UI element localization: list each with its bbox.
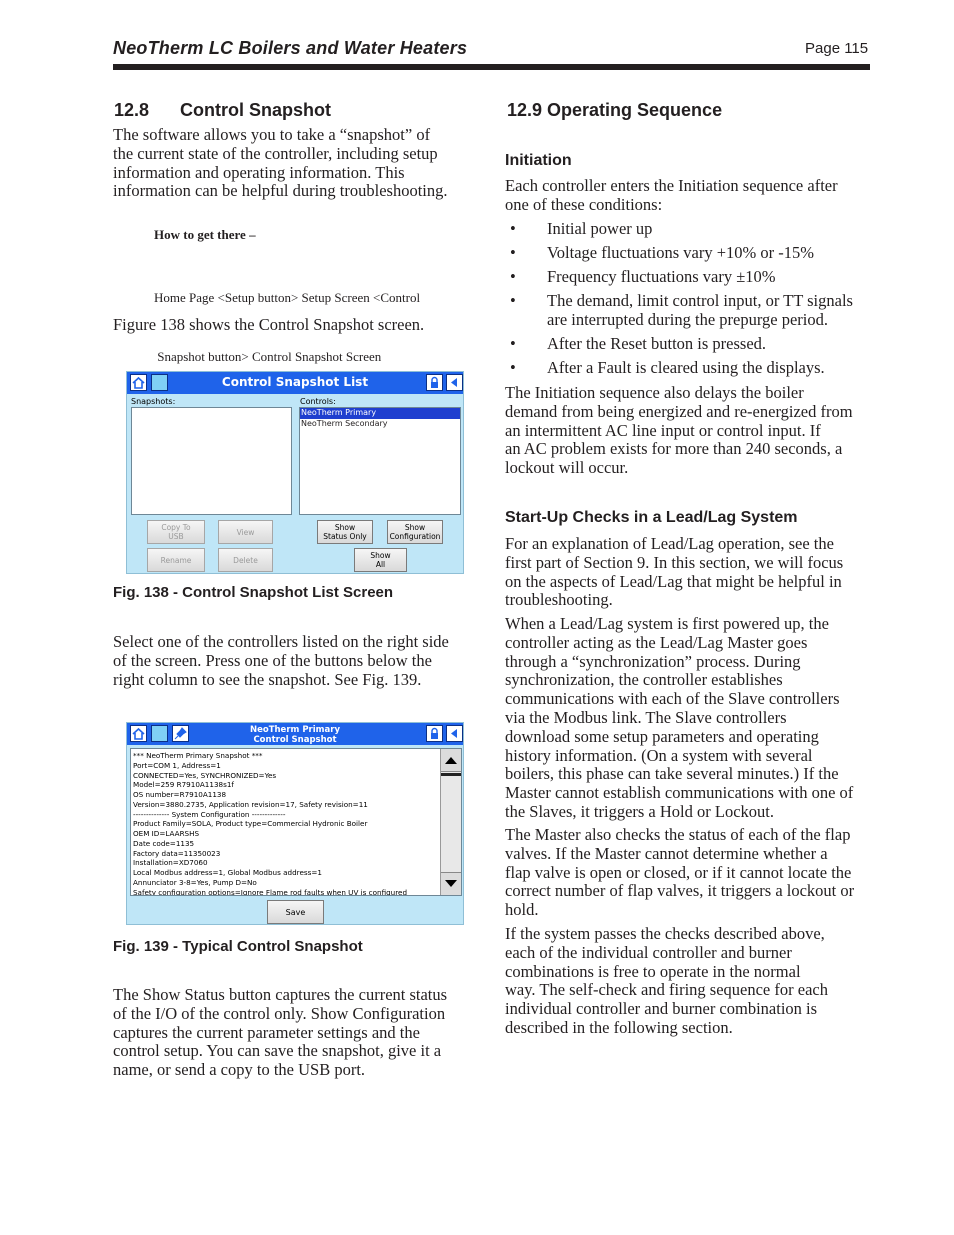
bullet-text: are interrupted during the prepurge period.	[547, 309, 829, 329]
section-title-control-snapshot: Control Snapshot	[180, 100, 331, 120]
bullet-text: After a Fault is cleared using the displays.	[547, 357, 825, 377]
paragraph-show-status: The Show Status button captures the current status of the I/O of the control only. Show Configuration captures the current parameter settings and the control setup. You can save the snapshot, give it a name, or send a copy to the USB port.	[113, 985, 448, 1080]
back-icon[interactable]	[446, 725, 463, 742]
delete-button[interactable]: Delete	[218, 548, 273, 572]
fig139-title-bar	[127, 723, 463, 745]
copy-to-usb-button[interactable]: Copy To USB	[147, 520, 205, 544]
control-item-secondary[interactable]: NeoTherm Secondary	[301, 418, 388, 428]
initiation-conditions-list	[505, 220, 875, 383]
snapshot-line: *** NeoTherm Primary Snapshot ***	[133, 751, 263, 760]
snapshots-label: Snapshots:	[131, 397, 176, 406]
bullet-item	[505, 268, 875, 287]
snapshot-line: OS number=R7910A1138	[133, 790, 227, 799]
fig139-title: NeoTherm Primary Control Snapshot	[249, 725, 340, 745]
bullet-marker: •	[510, 290, 516, 310]
bullet-text: Voltage fluctuations vary +10% or -15%	[547, 242, 814, 262]
bullet-text: Initial power up	[547, 219, 653, 238]
snapshot-line: Safety configuration options=Ignore Flame rod faults when UV is configured	[133, 887, 408, 896]
snapshots-list[interactable]	[131, 407, 292, 515]
lock-icon[interactable]	[426, 725, 443, 742]
paragraph-initiation-delay: The Initiation sequence also delays the boiler demand from being energized and re-energized from an intermittent AC line input or control input. If an AC problem exists for more than 240 seconds, a lockout will occur.	[505, 383, 853, 478]
snapshot-lines	[133, 751, 407, 896]
fig138-caption: Fig. 138 - Control Snapshot List Screen	[113, 584, 394, 601]
scroll-thumb[interactable]	[441, 773, 461, 776]
bullet-text: Frequency fluctuations vary ±10%	[547, 266, 776, 286]
fig138-title-bar	[127, 372, 463, 394]
lock-icon[interactable]	[426, 374, 443, 391]
section-title-operating-sequence: 12.9 Operating Sequence	[507, 100, 723, 120]
bullet-item	[505, 220, 875, 239]
snapshot-line: Installation=XD7060	[133, 858, 208, 868]
running-header-title: NeoTherm LC Boilers and Water Heaters	[113, 38, 468, 58]
controls-label: Controls:	[300, 397, 336, 406]
page-number: Page 115	[805, 40, 869, 57]
snapshot-line: Date code=1135	[133, 838, 195, 848]
snapshot-line: Port=COM 1, Address=1	[133, 760, 221, 770]
bullet-marker: •	[510, 266, 516, 286]
snapshot-line: Annunciator 3-8=Yes, Pump D=No	[133, 877, 257, 887]
show-status-only-button[interactable]: Show Status Only	[317, 520, 373, 544]
scroll-down-arrow[interactable]	[441, 872, 461, 895]
controls-list[interactable]	[299, 407, 461, 515]
bullet-item	[505, 244, 875, 263]
bullet-item	[505, 335, 875, 354]
snapshot-line: Factory data=11350023	[133, 848, 221, 858]
bullet-marker: •	[510, 242, 516, 262]
snapshot-text-area[interactable]	[130, 748, 462, 896]
back-icon[interactable]	[446, 374, 463, 391]
scrollbar[interactable]	[440, 749, 461, 895]
save-button[interactable]: Save	[267, 900, 324, 924]
view-button[interactable]: View	[218, 520, 273, 544]
paragraph-leadlag-intro: For an explanation of Lead/Lag operation, see the first part of Section 9. In this section, we will focus on the aspects of Lead/Lag that might be helpful in troubleshooting.	[505, 534, 844, 610]
bullet-marker: •	[510, 357, 516, 377]
howto-label: How to get there –	[154, 227, 256, 242]
snapshot-line: Local Modbus address=1, Global Modbus address=1	[133, 868, 322, 877]
snapshot-line: Product Family=SOLA, Product type=Commercial Hydronic Boiler	[133, 819, 368, 829]
show-all-button[interactable]: Show All	[354, 548, 407, 572]
snapshot-line: Version=3880.2735, Application revision=17, Safety revision=11	[133, 799, 368, 809]
bullet-marker: •	[510, 333, 516, 353]
subheading-initiation: Initiation	[505, 152, 572, 169]
paragraph-initiation: Each controller enters the Initiation sequence after one of these conditions:	[505, 176, 838, 214]
show-configuration-button[interactable]: Show Configuration	[387, 520, 443, 544]
bullet-marker: •	[510, 219, 516, 238]
snapshot-line: CONNECTED=Yes, SYNCHRONIZED=Yes	[133, 770, 277, 780]
header-rule	[113, 64, 870, 70]
subheading-startup-checks: Start-Up Checks in a Lead/Lag System	[505, 509, 798, 526]
paragraph-checks-passed: If the system passes the checks described above, each of the individual controller and burner combinations is free to operate in the normal way. The self-check and firing sequence for each individual controller and burner combination is described in the following section.	[505, 924, 828, 1037]
fig139-caption: Fig. 139 - Typical Control Snapshot	[113, 938, 363, 955]
bullet-text: After the Reset button is pressed.	[547, 333, 767, 353]
bullet-item	[505, 292, 875, 330]
fig138-title: Control Snapshot List	[221, 375, 369, 389]
bullet-item	[505, 359, 875, 378]
fig138-screen	[126, 371, 464, 574]
scroll-up-arrow[interactable]	[441, 749, 461, 772]
paragraph-synchronization: When a Lead/Lag system is first powered up, the controller acting as the Lead/Lag Master goes through a “synchronization” process. During synchronization, the controller establishes communications with each of the Slave controllers via the Modbus link. The Slave controllers download some setup parameters and operating history information. (On a system with several boilers, this phase can take several minutes.) If the Master cannot establish communications with one of the Slaves, it triggers a Hold or Lockout.	[505, 614, 854, 821]
control-item-primary[interactable]: NeoTherm Primary	[300, 408, 460, 419]
fig139-screen	[126, 722, 464, 925]
snapshot-line: OEM ID=LAARSHS	[133, 829, 200, 838]
snapshot-line: -------------- System Configuration -------------	[133, 809, 286, 819]
paragraph-flap-valves: The Master also checks the status of each of the flap valves. If the Master cannot determine whether a flap valve is open or closed, or if it cannot locate the correct number of flap valves, it triggers a lockout or hold.	[505, 825, 855, 920]
section-number-12-8: 12.8	[114, 100, 150, 120]
paragraph-intro: The software allows you to take a “snapshot” of the current state of the controller, including setup information and operating information. This information can be helpful during troubleshooting.	[113, 125, 448, 201]
howto-path: Home Page <Setup button> Setup Screen <Control Snapshot button> Control Snapshot Screen	[154, 290, 421, 364]
paragraph-select-controller: Select one of the controllers listed on the right side of the screen. Press one of the buttons below the right column to see the snapshot. See Fig. 139.	[113, 632, 449, 689]
bullet-text: The demand, limit control input, or TT signals	[547, 290, 853, 310]
rename-button[interactable]: Rename	[147, 548, 205, 572]
snapshot-line: Model=259 R7910A1138s1f	[133, 780, 234, 790]
paragraph-fig138-ref: Figure 138 shows the Control Snapshot screen.	[113, 315, 425, 334]
